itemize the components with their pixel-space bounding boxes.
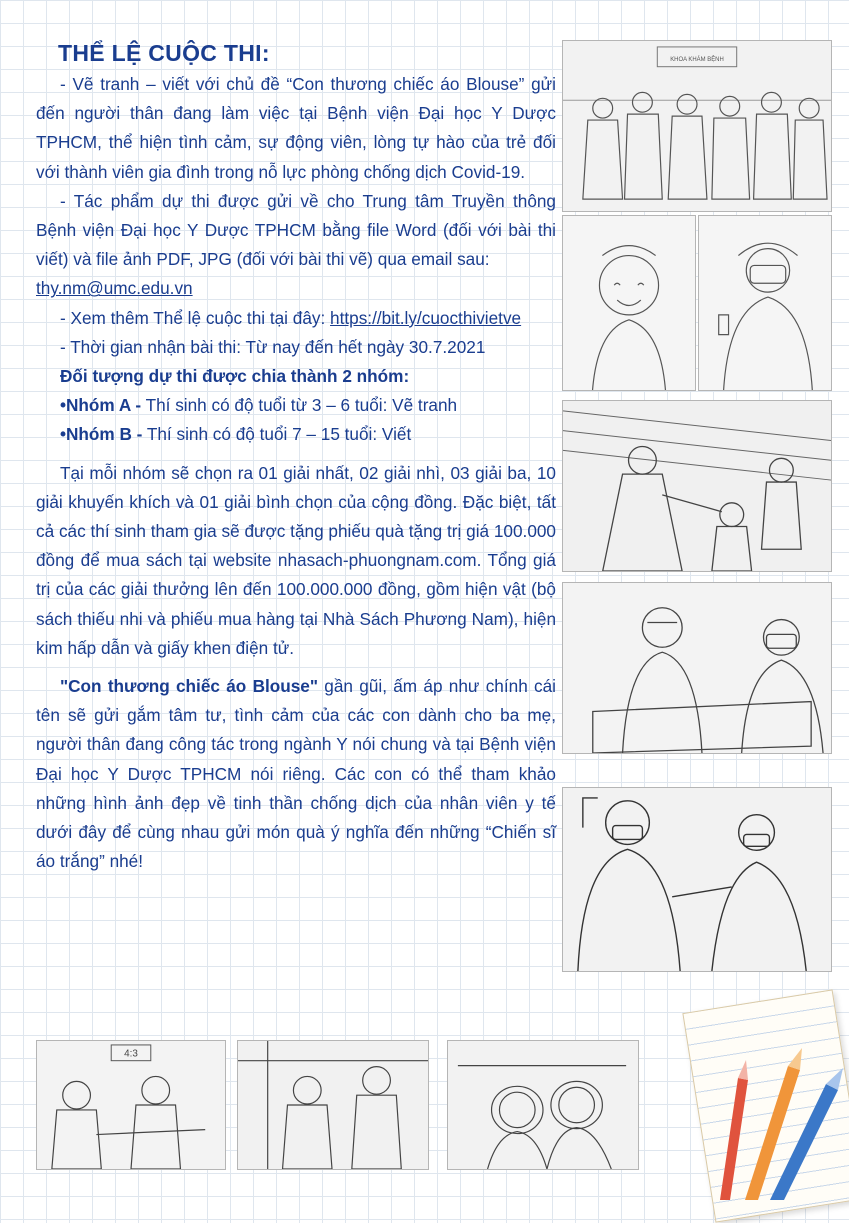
- crayon-blue-icon: [770, 1068, 843, 1200]
- email-link[interactable]: thy.nm@umc.edu.vn: [36, 278, 193, 299]
- photo-nurse-injection: [562, 787, 832, 972]
- email-line: [36, 274, 556, 303]
- crayons-illustration: [640, 1010, 849, 1200]
- hospital-sign-text: KHOA KHÁM BỆNH: [670, 56, 724, 63]
- prizes-paragraph: Tại mỗi nhóm sẽ chọn ra 01 giải nhất, 02 giải nhì, 03 giải ba, 10 giải khuyến khích và 01 giải bình chọn của cộng đồng. Đặc biệt, tất cả các thí sinh tham gia sẽ được tặng phiếu quà tặng trị giá 100.000 đồng để mua sách tại website nhasach-phuongnam.com. Tổng giá trị của các giải thưởng lên đến 100.000.000 đồng, gồm hiện vật (bộ sách thiếu nhi và phiếu mua hàng tại Nhà Sách Phương Nam), hiện kim hấp dẫn và giấy khen điện tử.: [36, 462, 556, 658]
- group-b-text: Thí sinh có độ tuổi 7 – 15 tuổi: Viết: [142, 424, 412, 445]
- page-title: THỂ LỆ CUỘC THI:: [58, 40, 270, 66]
- closing-text: gần gũi, ấm áp như chính cái tên sẽ gửi gắm tâm tư, tình cảm của các con dành cho ba mẹ, người thân đang công tác trong ngành Y nói chung và tại Bệnh viện Đại học Y Dược TPHCM nói riêng. Các con có thể tham khảo những hình ảnh đẹp về tinh thần chống dịch của nhân viên y tế dưới đây để cùng nhau gửi món quà ý nghĩa đến những “Chiến sĩ áo trắng” nhé!: [36, 676, 557, 872]
- group-b-label: •Nhóm B -: [60, 424, 143, 445]
- more-info-link[interactable]: https://bit.ly/cuocthivietve: [330, 307, 522, 328]
- photo-bottom-faceshields: [447, 1040, 639, 1170]
- more-info-line: [36, 304, 556, 333]
- group-a-text: Thí sinh có độ tuổi từ 3 – 6 tuổi: Vẽ tranh: [141, 395, 458, 416]
- closing-bold-title: "Con thương chiếc áo Blouse": [60, 676, 319, 697]
- photo-child-portrait: [562, 215, 696, 391]
- main-text-column: [36, 40, 556, 876]
- group-b: [36, 420, 556, 449]
- more-info-label: - Xem thêm Thể lệ cuộc thi tại đây:: [60, 307, 331, 328]
- rule-submission: - Tác phẩm dự thi được gửi về cho Trung tâm Truyền thông Bệnh viện Đại học Y Dược TPHCM bằng file Word (đối với bài thi viết) và file ảnh PDF, JPG (đối với bài thi vẽ) qua email sau:: [36, 190, 556, 270]
- clock-digits: 4:3: [124, 1048, 138, 1060]
- closing-paragraph: [36, 672, 556, 876]
- photo-bottom-ward: [237, 1040, 429, 1170]
- group-a-label: •Nhóm A -: [60, 395, 142, 416]
- photo-staff-group: [562, 40, 832, 212]
- crayon-red-icon: [720, 1060, 748, 1200]
- groups-heading: Đối tượng dự thi được chia thành 2 nhóm:: [60, 366, 410, 387]
- photo-test-swab: [562, 400, 832, 572]
- deadline: - Thời gian nhận bài thi: Từ nay đến hết ngày 30.7.2021: [60, 336, 486, 357]
- photo-doctor-thumbs-up: [698, 215, 832, 391]
- group-a: [36, 391, 556, 420]
- photo-bottom-lab: [36, 1040, 226, 1170]
- photo-vaccination-desk: [562, 582, 832, 754]
- rule-theme: - Vẽ tranh – viết với chủ đề “Con thương chiếc áo Blouse” gửi đến người thân đang làm việc tại Bệnh viện Đại học Y Dược TPHCM, thể hiện tình cảm, sự động viên, lòng tự hào của trẻ đối với thành viên gia đình trong nỗ lực phòng chống dịch Covid-19.: [36, 74, 556, 182]
